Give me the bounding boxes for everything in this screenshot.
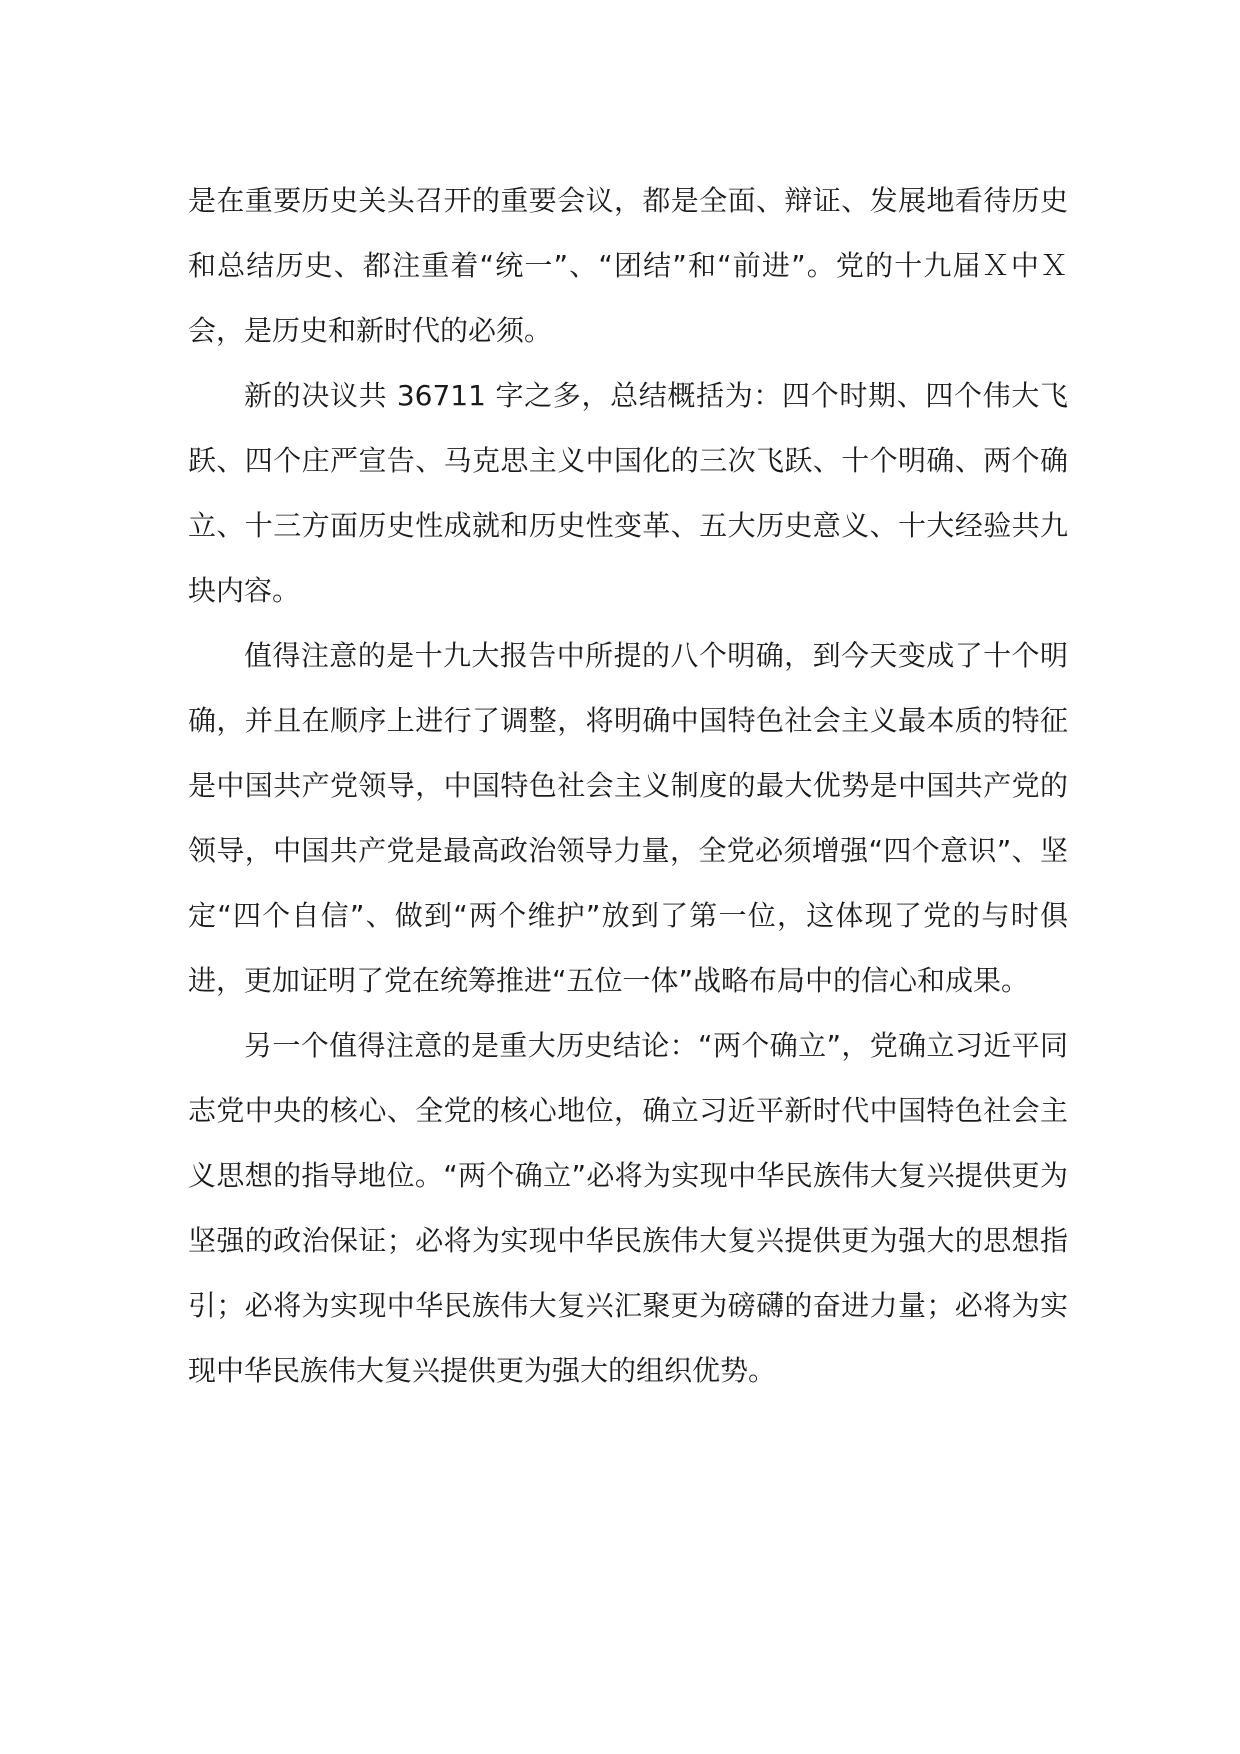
document-body bbox=[188, 168, 1068, 1403]
paragraph-resolution-summary: 新的决议共 36711 字之多，总结概括为：四个时期、四个伟大飞跃、四个庄严宣告、马克思主义中国化的三次飞跃、十个明确、两个确立、十三方面历史性成就和历史性变革、五大历史意义、十大经验共九块内容。 bbox=[188, 379, 1068, 607]
paragraph-ten-clarifications: 值得注意的是十九大报告中所提的八个明确，到今天变成了十个明确，并且在顺序上进行了调整，将明确中国特色社会主义最本质的特征是中国共产党领导，中国特色社会主义制度的最大优势是中国共产党的领导，中国共产党是最高政治领导力量，全党必须增强“四个意识”、坚定“四个自信”、做到“两个维护”放到了第一位，这体现了党的与时俱进，更加证明了党在统筹推进“五位一体”战略布局中的信心和成果。 bbox=[188, 639, 1068, 997]
paragraph-continuation: 是在重要历史关头召开的重要会议，都是全面、辩证、发展地看待历史和总结历史、都注重着“统一”、“团结”和“前进”。党的十九届Ｘ中Ｘ会，是历史和新时代的必须。 bbox=[188, 184, 1068, 347]
paragraph-two-establishments: 另一个值得注意的是重大历史结论：“两个确立”，党确立习近平同志党中央的核心、全党的核心地位，确立习近平新时代中国特色社会主义思想的指导地位。“两个确立”必将为实现中华民族伟大复兴提供更为坚强的政治保证；必将为实现中华民族伟大复兴提供更为强大的思想指引；必将为实现中华民族伟大复兴汇聚更为磅礴的奋进力量；必将为实现中华民族伟大复兴提供更为强大的组织优势。 bbox=[188, 1029, 1068, 1387]
